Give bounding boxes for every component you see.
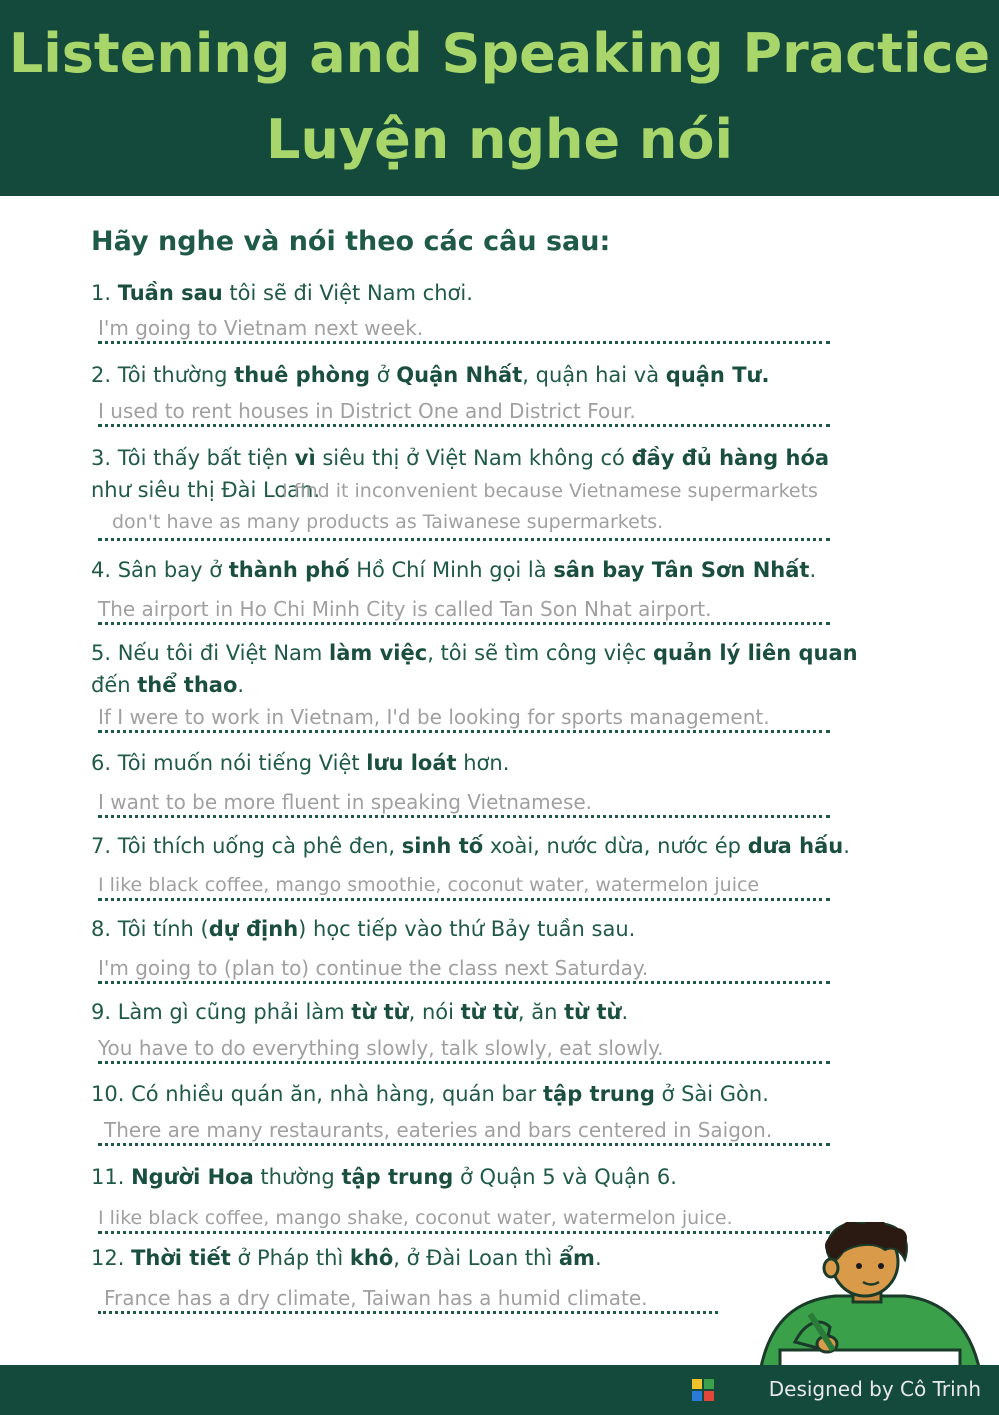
sentence-text: ở Quận 5 và Quận 6. xyxy=(453,1165,677,1189)
vocabulary-keyword: Quận Nhất xyxy=(396,363,523,387)
answer-field-8[interactable]: I'm going to (plan to) continue the class next Saturday. xyxy=(98,955,830,984)
vocabulary-keyword: quản lý liên quan xyxy=(652,641,858,665)
sentence-number: 11. xyxy=(91,1165,132,1189)
sentence-8 xyxy=(91,913,881,945)
sentence-text: , quận hai và xyxy=(522,363,666,387)
vocabulary-keyword: tập trung xyxy=(542,1082,655,1106)
sentence-number: 12. xyxy=(91,1246,132,1270)
sentence-number: 4. xyxy=(91,558,118,582)
sentence-4 xyxy=(91,554,881,586)
sentence-number: 8. xyxy=(91,917,118,941)
sentence-6 xyxy=(91,747,881,779)
sentence-text: . xyxy=(237,673,245,697)
sentence-number: 10. xyxy=(91,1082,132,1106)
vocabulary-keyword: sân bay Tân Sơn Nhất xyxy=(553,558,810,582)
vocabulary-keyword: làm việc xyxy=(329,641,428,665)
vocabulary-keyword: lưu loát xyxy=(366,751,457,775)
sentence-text: ở Pháp thì xyxy=(230,1246,350,1270)
vocabulary-keyword: Người Hoa xyxy=(131,1165,254,1189)
vocabulary-keyword: từ từ xyxy=(460,1000,518,1024)
sentence-text: ở Sài Gòn. xyxy=(654,1082,769,1106)
vocabulary-keyword: Tuần sau xyxy=(117,281,223,305)
sentence-text: Làm gì cũng phải làm xyxy=(117,1000,352,1024)
vocabulary-keyword: đầy đủ hàng hóa xyxy=(631,446,830,470)
vocabulary-keyword: khô xyxy=(349,1246,394,1270)
vocabulary-keyword: từ từ xyxy=(351,1000,409,1024)
vocabulary-keyword: vì xyxy=(294,446,316,470)
vocabulary-keyword: ẩm xyxy=(558,1246,595,1270)
sentence-number: 6. xyxy=(91,751,118,775)
footer-credit: Designed by Cô Trinh xyxy=(768,1377,981,1401)
vocabulary-keyword: thuê phòng xyxy=(234,363,371,387)
sentence-text: . xyxy=(843,834,850,858)
sentence-text: hơn. xyxy=(456,751,510,775)
vocabulary-keyword: dự định xyxy=(208,917,299,941)
sentence-text: siêu thị ở Việt Nam không có xyxy=(315,446,632,470)
sentence-text: ) học tiếp vào thứ Bảy tuần sau. xyxy=(298,917,636,941)
sentence-number: 3. xyxy=(91,446,118,470)
sentence-2 xyxy=(91,359,881,391)
sentence-text: như siêu thị Đài Loan. xyxy=(91,478,321,502)
vocabulary-keyword: quận Tư. xyxy=(665,363,770,387)
sentence-text: , nói xyxy=(408,1000,461,1024)
sentence-text: Hồ Chí Minh gọi là xyxy=(349,558,554,582)
answer-field-1[interactable]: I'm going to Vietnam next week. xyxy=(98,315,830,344)
answer-field-12[interactable]: France has a dry climate, Taiwan has a humid climate. xyxy=(98,1285,718,1314)
sentence-text: Có nhiều quán ăn, nhà hàng, quán bar xyxy=(131,1082,543,1106)
liveworksheets-logo-icon xyxy=(692,1379,714,1401)
sentence-text: , tôi sẽ tìm công việc xyxy=(427,641,653,665)
vocabulary-keyword: thể thao xyxy=(137,673,238,697)
sentence-text: tôi sẽ đi Việt Nam chơi. xyxy=(222,281,473,305)
sentence-text: , ở Đài Loan thì xyxy=(393,1246,559,1270)
sentence-number: 1. xyxy=(91,281,118,305)
sentence-number: 5. xyxy=(91,641,118,665)
answer-field-3[interactable]: I find it inconvenient because Vietnamese supermarkets don't have as many products as Taiwanese supermarkets. xyxy=(98,476,830,541)
sentence-1 xyxy=(91,277,881,309)
answer-field-10[interactable]: There are many restaurants, eateries and bars centered in Saigon. xyxy=(98,1117,830,1146)
sentence-text: Tôi thường xyxy=(117,363,235,387)
vocabulary-keyword: dưa hấu xyxy=(747,834,844,858)
sentence-text: Tôi muốn nói tiếng Việt xyxy=(117,751,367,775)
sentence-5 xyxy=(91,637,861,701)
sentence-text: . xyxy=(809,558,817,582)
sentence-text: thường xyxy=(253,1165,342,1189)
sentence-text: Sân bay ở xyxy=(117,558,229,582)
sentence-number: 7. xyxy=(91,834,118,858)
sentence-text: , ăn xyxy=(517,1000,565,1024)
sentence-text: Tôi tính ( xyxy=(117,917,209,941)
page-header xyxy=(0,0,999,196)
sentence-text: Tôi thấy bất tiện xyxy=(117,446,295,470)
sentence-text: Nếu tôi đi Việt Nam xyxy=(117,641,330,665)
vocabulary-keyword: từ từ xyxy=(564,1000,622,1024)
vocabulary-keyword: tập trung xyxy=(341,1165,454,1189)
vocabulary-keyword: sinh tố xyxy=(401,834,484,858)
vocabulary-keyword: Thời tiết xyxy=(131,1246,231,1270)
answer-field-7[interactable]: I like black coffee, mango smoothie, coconut water, watermelon juice xyxy=(98,872,830,901)
answer-field-2[interactable]: I used to rent houses in District One and District Four. xyxy=(98,398,830,427)
sentence-text: đến xyxy=(91,673,138,697)
vocabulary-keyword: thành phố xyxy=(228,558,350,582)
page-footer xyxy=(0,1365,999,1415)
sentence-text: xoài, nước dừa, nước ép xyxy=(483,834,748,858)
sentence-9 xyxy=(91,996,881,1028)
sentence-text: ở xyxy=(370,363,397,387)
instruction: Hãy nghe và nói theo các câu sau: xyxy=(91,226,611,257)
sentence-11 xyxy=(91,1161,881,1193)
sentence-text: . xyxy=(621,1000,629,1024)
title-vietnamese: Luyện nghe nói xyxy=(266,108,733,171)
answer-field-11[interactable]: I like black coffee, mango shake, coconut water, watermelon juice. xyxy=(98,1205,830,1234)
title-english: Listening and Speaking Practice xyxy=(8,22,991,85)
answer-field-6[interactable]: I want to be more fluent in speaking Vietnamese. xyxy=(98,789,830,818)
answer-field-4[interactable]: The airport in Ho Chi Minh City is called Tan Son Nhat airport. xyxy=(98,596,830,625)
sentence-text: . xyxy=(594,1246,602,1270)
answer-field-9[interactable]: You have to do everything slowly, talk slowly, eat slowly. xyxy=(98,1035,830,1064)
sentence-number: 2. xyxy=(91,363,118,387)
sentence-number: 9. xyxy=(91,1000,118,1024)
sentence-7 xyxy=(91,830,881,862)
sentence-text: Tôi thích uống cà phê đen, xyxy=(117,834,402,858)
answer-field-5[interactable]: If I were to work in Vietnam, I'd be looking for sports management. xyxy=(98,704,830,733)
student-writing-illustration xyxy=(755,1222,985,1372)
sentence-10 xyxy=(91,1078,881,1110)
